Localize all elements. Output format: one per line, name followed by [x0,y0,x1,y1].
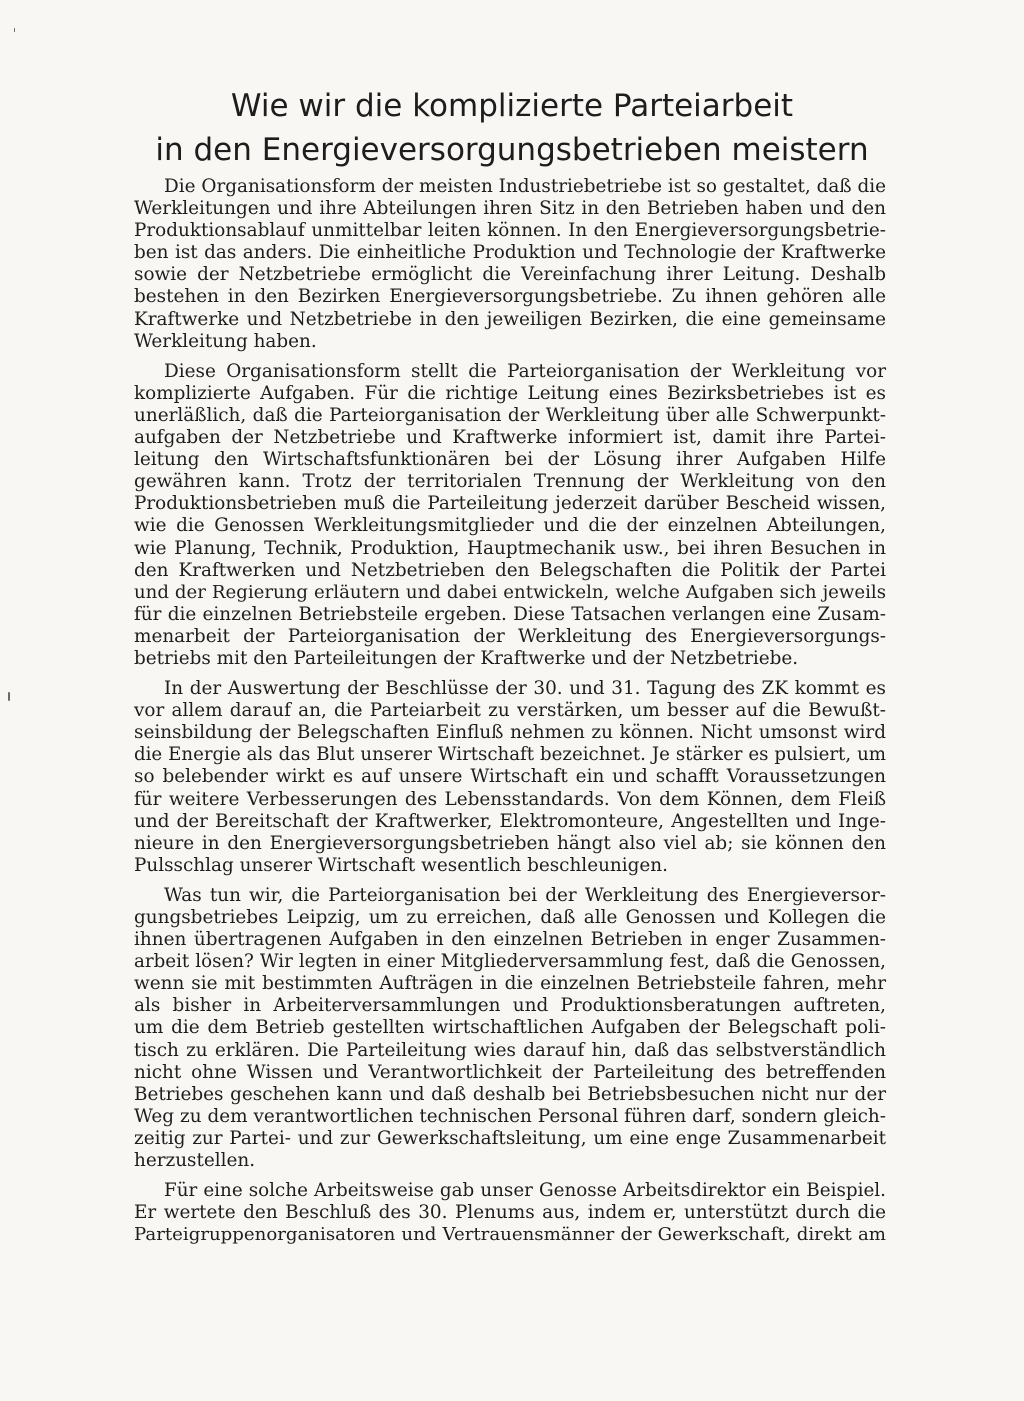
paragraph-line: arbeit lösen? Wir legten in einer Mitgliederversammlung fest, daß die Genossen, [134,951,886,973]
paragraph-line: Betriebes geschehen kann und daß deshalb bei Betriebsbesuchen nicht nur der [134,1083,886,1105]
paragraph [134,176,886,353]
paragraph-line: wie die Genossen Werkleitungsmitglieder und die der einzelnen Abteilungen, [134,515,886,537]
article-title [120,84,904,172]
scan-speck [8,692,10,701]
paragraph-line: so belebender wirkt es auf unsere Wirtschaft ein und schafft Voraussetzungen [134,766,886,788]
paragraph-line: bestehen in den Bezirken Energieversorgungsbetriebe. Zu ihnen gehören alle [134,286,886,308]
paragraph-line: herzustellen. [134,1150,256,1172]
paragraph-line: Werkleitung haben. [134,330,317,352]
article-body [134,176,886,1254]
paragraph-line: und der Bereitschaft der Kraftwerker, Elektromonteure, Angestellten und Inge- [134,810,886,832]
paragraph-line: unerläßlich, daß die Parteiorganisation der Werkleitung über alle Schwerpunkt- [134,404,886,426]
paragraph-line: die Energie als das Blut unserer Wirtschaft bezeichnet. Je stärker es pulsiert, um [134,744,886,766]
paragraph-line: gewähren kann. Trotz der territorialen Trennung der Werkleitung von den [134,471,886,493]
paragraph-line: Produktionsablauf unmittelbar leiten können. In den Energieversorgungsbetrie- [134,220,886,242]
paragraph-line: vor allem darauf an, die Parteiarbeit zu verstärken, um besser auf die Bewußt- [134,700,886,722]
paragraph-line: für weitere Verbesserungen des Lebensstandards. Von dem Können, dem Fleiß [134,788,886,810]
paragraph [134,1180,886,1246]
paragraph-line: Pulsschlag unserer Wirtschaft wesentlich beschleunigen. [134,854,668,876]
paragraph-line: ben ist das anders. Die einheitliche Produktion und Technologie der Kraftwerke [134,242,886,264]
paragraph-line: und der Regierung erläutern und dabei entwickeln, welche Aufgaben sich jeweils [134,581,886,603]
article-title-line-2: in den Energieversorgungsbetrieben meistern [155,132,869,168]
paragraph-line: komplizierte Aufgaben. Für die richtige Leitung eines Bezirksbetriebes ist es [134,382,886,404]
paragraph-line: Parteigruppenorganisatoren und Vertrauensmänner der Gewerkschaft, direkt am [134,1224,886,1246]
paragraph-line: menarbeit der Parteiorganisation der Werkleitung des Energieversorgungs- [134,625,886,647]
paragraph-line: als bisher in Arbeiterversammlungen und Produktionsberatungen auftreten, [134,995,886,1017]
paragraph-line: aufgaben der Netzbetriebe und Kraftwerke informiert ist, damit ihre Partei- [134,427,886,449]
paragraph-line: Er wertete den Beschluß des 30. Plenums aus, indem er, unterstützt durch die [134,1202,886,1224]
paragraph-line: nicht ohne Wissen und Verantwortlichkeit der Parteileitung des betreffenden [134,1061,886,1083]
paragraph-line: nieure in den Energieversorgungsbetrieben hängt also viel ab; sie können den [134,832,886,854]
paragraph-line: ihnen übertragenen Aufgaben in den einzelnen Betrieben in enger Zusammen- [134,929,886,951]
paragraph-line: gungsbetriebes Leipzig, um zu erreichen, daß alle Genossen und Kollegen die [134,907,886,928]
paragraph-line: betriebs mit den Parteileitungen der Kraftwerke und der Netzbetriebe. [134,647,799,669]
paragraph-line: um die dem Betrieb gestellten wirtschaftlichen Aufgaben der Belegschaft poli- [134,1017,886,1039]
paragraph-line: Kraftwerke und Netzbetriebe in den jeweiligen Bezirken, die eine gemeinsame [134,308,886,330]
paragraph-line: Werkleitungen und ihre Abteilungen ihren Sitz in den Betrieben haben und den [134,198,886,220]
paragraph-line: Diese Organisationsform stellt die Parteiorganisation der Werkleitung vor [164,360,886,382]
paragraph-line: sowie der Netzbetriebe ermöglicht die Vereinfachung ihrer Leitung. Deshalb [134,264,886,286]
paragraph-line: wenn sie mit bestimmten Aufträgen in die einzelnen Betriebsteile fahren, mehr [134,973,886,995]
paragraph-line: Für eine solche Arbeitsweise gab unser Genosse Arbeitsdirektor ein Beispiel. [164,1180,886,1202]
paragraph-line: Produktionsbetrieben muß die Parteileitung jederzeit darüber Bescheid wissen, [134,493,886,515]
paragraph [134,678,886,877]
paragraph-line: für die einzelnen Betriebsteile ergeben. Diese Tatsachen verlangen eine Zusam- [134,603,886,625]
paragraph-line: Was tun wir, die Parteiorganisation bei der Werkleitung des Energieversor- [164,884,886,906]
paragraph [134,361,886,670]
paragraph-line: zeitig zur Partei- und zur Gewerkschaftsleitung, um eine enge Zusammenarbeit [134,1127,886,1149]
paragraph-line: Die Organisationsform der meisten Industriebetriebe ist so gestaltet, daß die [164,176,886,197]
paragraph-line: leitung den Wirtschaftsfunktionären bei der Lösung ihrer Aufgaben Hilfe [134,449,886,471]
scan-speck [14,28,15,32]
paragraph [134,885,886,1172]
article-title-line-1: Wie wir die komplizierte Parteiarbeit [230,88,794,124]
paragraph-line: In der Auswertung der Beschlüsse der 30. und 31. Tagung des ZK kommt es [164,678,886,700]
paragraph-line: tisch zu erklären. Die Parteileitung wies darauf hin, daß das selbstverständlich [134,1039,886,1061]
paragraph-line: seinsbildung der Belegschaften Einfluß nehmen zu können. Nicht umsonst wird [134,722,886,744]
paragraph-line: Weg zu dem verantwortlichen technischen Personal führen darf, sondern gleich- [134,1105,886,1127]
paragraph-line: wie Planung, Technik, Produktion, Hauptmechanik usw., bei ihren Besuchen in [134,537,886,559]
paragraph-line: den Kraftwerken und Netzbetrieben den Belegschaften die Politik der Partei [134,559,886,581]
